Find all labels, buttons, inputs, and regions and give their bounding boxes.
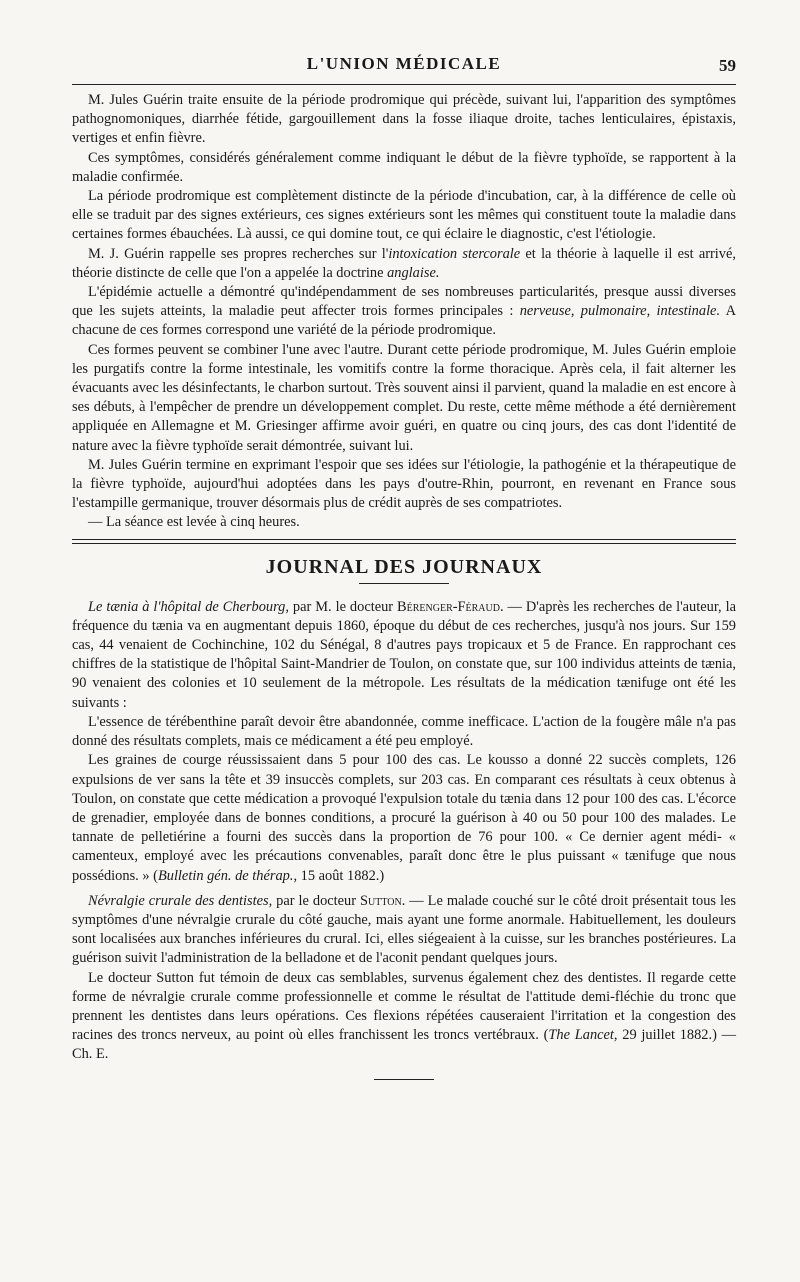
text: Les graines de courge réussissaient dans 5 pour 100 des cas. Le kousso a donné 22 succès complets, 126 expulsions de ver sans la tête et 39 insuccès complets, sur 203 cas. En comparant ces résultats à ceux obtenus à Toulon, on constate que cette médication a provoqué l'expulsion totale du tænia dans 12 pour 100 des cas. L'écorce de grenadier, employée dans de bonnes conditions, a procuré la guérison à 40 ou 50 pour 100 des malades. Le tannate de pelletiérine a fourni des succès dans la proportion de 76 pour 100. « Ce dernier agent médi- « camenteux, employé avec les précautions convenables, paraît donc être le plus puissant « tænifuge que nous possédions. » (	[72, 752, 736, 884]
section-divider	[72, 539, 736, 544]
text: — Le malade couché sur le côté droit présentait tous les symptômes d'une névralgie crurale du côté gauche, mais ayant une forme anormale. Habituellement, les douleurs sont localisées aux branches inférieures du crural. Ici, elles siégeaient à la cuisse, sur les branches postérieures. La guérison suivit l'administration de la belladone et de l'aconit pendant quelques jours.	[72, 892, 736, 967]
paragraph	[72, 245, 736, 283]
paragraph: M. Jules Guérin termine en exprimant l'espoir que ses idées sur l'étiologie, la pathogénie et la thérapeutique de la fièvre typhoïde, aujourd'hui adoptées dans les pays d'outre-Rhin, pourront, en revenant en France sous l'estampille germanique, trouver désormais plus de crédit auprès de ses compatriotes.	[72, 456, 736, 512]
paragraph	[72, 751, 736, 885]
text: — D'après les recherches de l'auteur, la fréquence du tænia va en augmentant depuis 1860, époque du début de ces recherches, jusqu'à nos jours. Sur 159 cas, 44 venaient de Cochinchine, 102 du Sénégal, 8 d'autres pays tropicaux et 5 de France. En rapprochant ces chiffres de la statistique de l'hôpital Saint-Mandrier de Toulon, on constate que, sur 100 individus atteints de tænia, 90 venaient des colonies et 10 seulement de la métropole. Les résultats de la médication tænifuge ont été les suivants :	[72, 598, 736, 711]
header-rule	[72, 84, 736, 85]
text: , 15 août 1882.)	[293, 867, 385, 884]
session-report	[72, 91, 736, 533]
footer-rule	[374, 1079, 434, 1080]
source-citation: Bulletin gén. de thérap.	[157, 867, 294, 884]
source-citation: The Lancet	[548, 1027, 614, 1044]
text: A chacune de ces formes correspond une variété de la période prodromique.	[72, 303, 736, 339]
article-paragraph	[72, 598, 736, 713]
italic-text: intoxication stercorale	[388, 245, 521, 262]
text: et la théorie à laquelle il est arrivé, théorie distincte de celle que l'on a appelée la doctrine	[72, 245, 736, 281]
paragraph: Ces formes peuvent se combiner l'une avec l'autre. Durant cette période prodromique, M. Jules Guérin emploie les purgatifs contre la forme intestinale, les vomitifs contre la forme thoracique. Après cela, il fait alterner les évacuants avec les désinfectants, le charbon surtout. Très souvent ainsi il parvient, quand la maladie en est encore à ses débuts, à l'empêcher de prendre un développement complet. Du reste, cette même méthode a été dernièrement appliquée en Allemagne et M. Griesinger affirme avoir guéri, en quatre ou cinq jours, des cas dont l'identité de nature avec la fièvre typhoïde serait démontrée, suivant lui.	[72, 341, 736, 454]
paragraph: L'essence de térébenthine paraît devoir être abandonnée, comme inefficace. L'action de la fougère mâle n'a pas donné des résultats complets, mais ce médicament a été peu employé.	[72, 713, 736, 750]
text: Le docteur Sutton fut témoin de deux cas semblables, survenus également chez des dentistes. Il regarde cette forme de névralgie crurale comme professionnelle et comme le résultat de l'attitude demi-fléchie du tronc que prennent les dentistes dans leurs opérations. Ces flexions répétées causeraient l'irritation et la congestion des racines des troncs nerveux, au point où elles franchissent les troncs vertébraux. (	[72, 969, 736, 1044]
text: par M. le docteur	[288, 598, 398, 615]
article-author: Bérenger-Féraud.	[397, 598, 504, 615]
paragraph	[72, 283, 736, 341]
italic-text: nerveuse, pulmonaire, intestinale.	[519, 303, 721, 320]
article-author: Sutton.	[360, 892, 406, 909]
italic-text: anglaise.	[387, 264, 440, 281]
page-header	[72, 50, 736, 80]
section-heading: JOURNAL DES JOURNAUX	[265, 555, 543, 578]
running-title: L'UNION MÉDICALE	[306, 54, 502, 73]
article-title: Névralgie crurale des dentistes,	[88, 892, 273, 909]
paragraph	[72, 969, 736, 1065]
text: par le docteur	[272, 892, 361, 909]
text: , 29 juillet 1882.) — Ch. E.	[72, 1027, 736, 1063]
journal-articles	[72, 598, 736, 1065]
paragraph: La période prodromique est complètement distincte de la période d'incubation, car, à la différence de celle où elle se traduit par des signes extérieurs, ces signes extérieurs sont les mêmes qui constituent toute la maladie dans certaines formes ébauchées. Là aussi, ce qui domine tout, ce qui éclaire le diagnostic, c'est l'étiologie.	[72, 188, 736, 243]
paragraph: Ces symptômes, considérés généralement comme indiquant le début de la fièvre typhoïde, se rapportent à la maladie confirmée.	[72, 149, 736, 185]
paragraph: M. Jules Guérin traite ensuite de la période prodromique qui précède, suivant lui, l'apparition des symptômes pathognomoniques, diarrhée fétide, gargouillement dans la fosse iliaque droite, taches lenticulaires, épistaxis, vertiges et enfin fièvre.	[72, 92, 736, 147]
heading-rule	[359, 583, 449, 584]
page-number: 59	[719, 56, 736, 75]
article-title: Le tænia à l'hôpital de Cherbourg,	[88, 598, 289, 615]
closing-line: — La séance est levée à cinq heures.	[88, 514, 300, 531]
article-paragraph	[72, 892, 736, 969]
page	[72, 50, 736, 1080]
text: M. J. Guérin rappelle ses propres recherches sur l'	[88, 245, 389, 262]
text: L'épidémie actuelle a démontré qu'indépendamment de ses nombreuses particularités, presque aussi diverses que les sujets atteints, la maladie peut affecter trois formes principales :	[72, 284, 736, 320]
